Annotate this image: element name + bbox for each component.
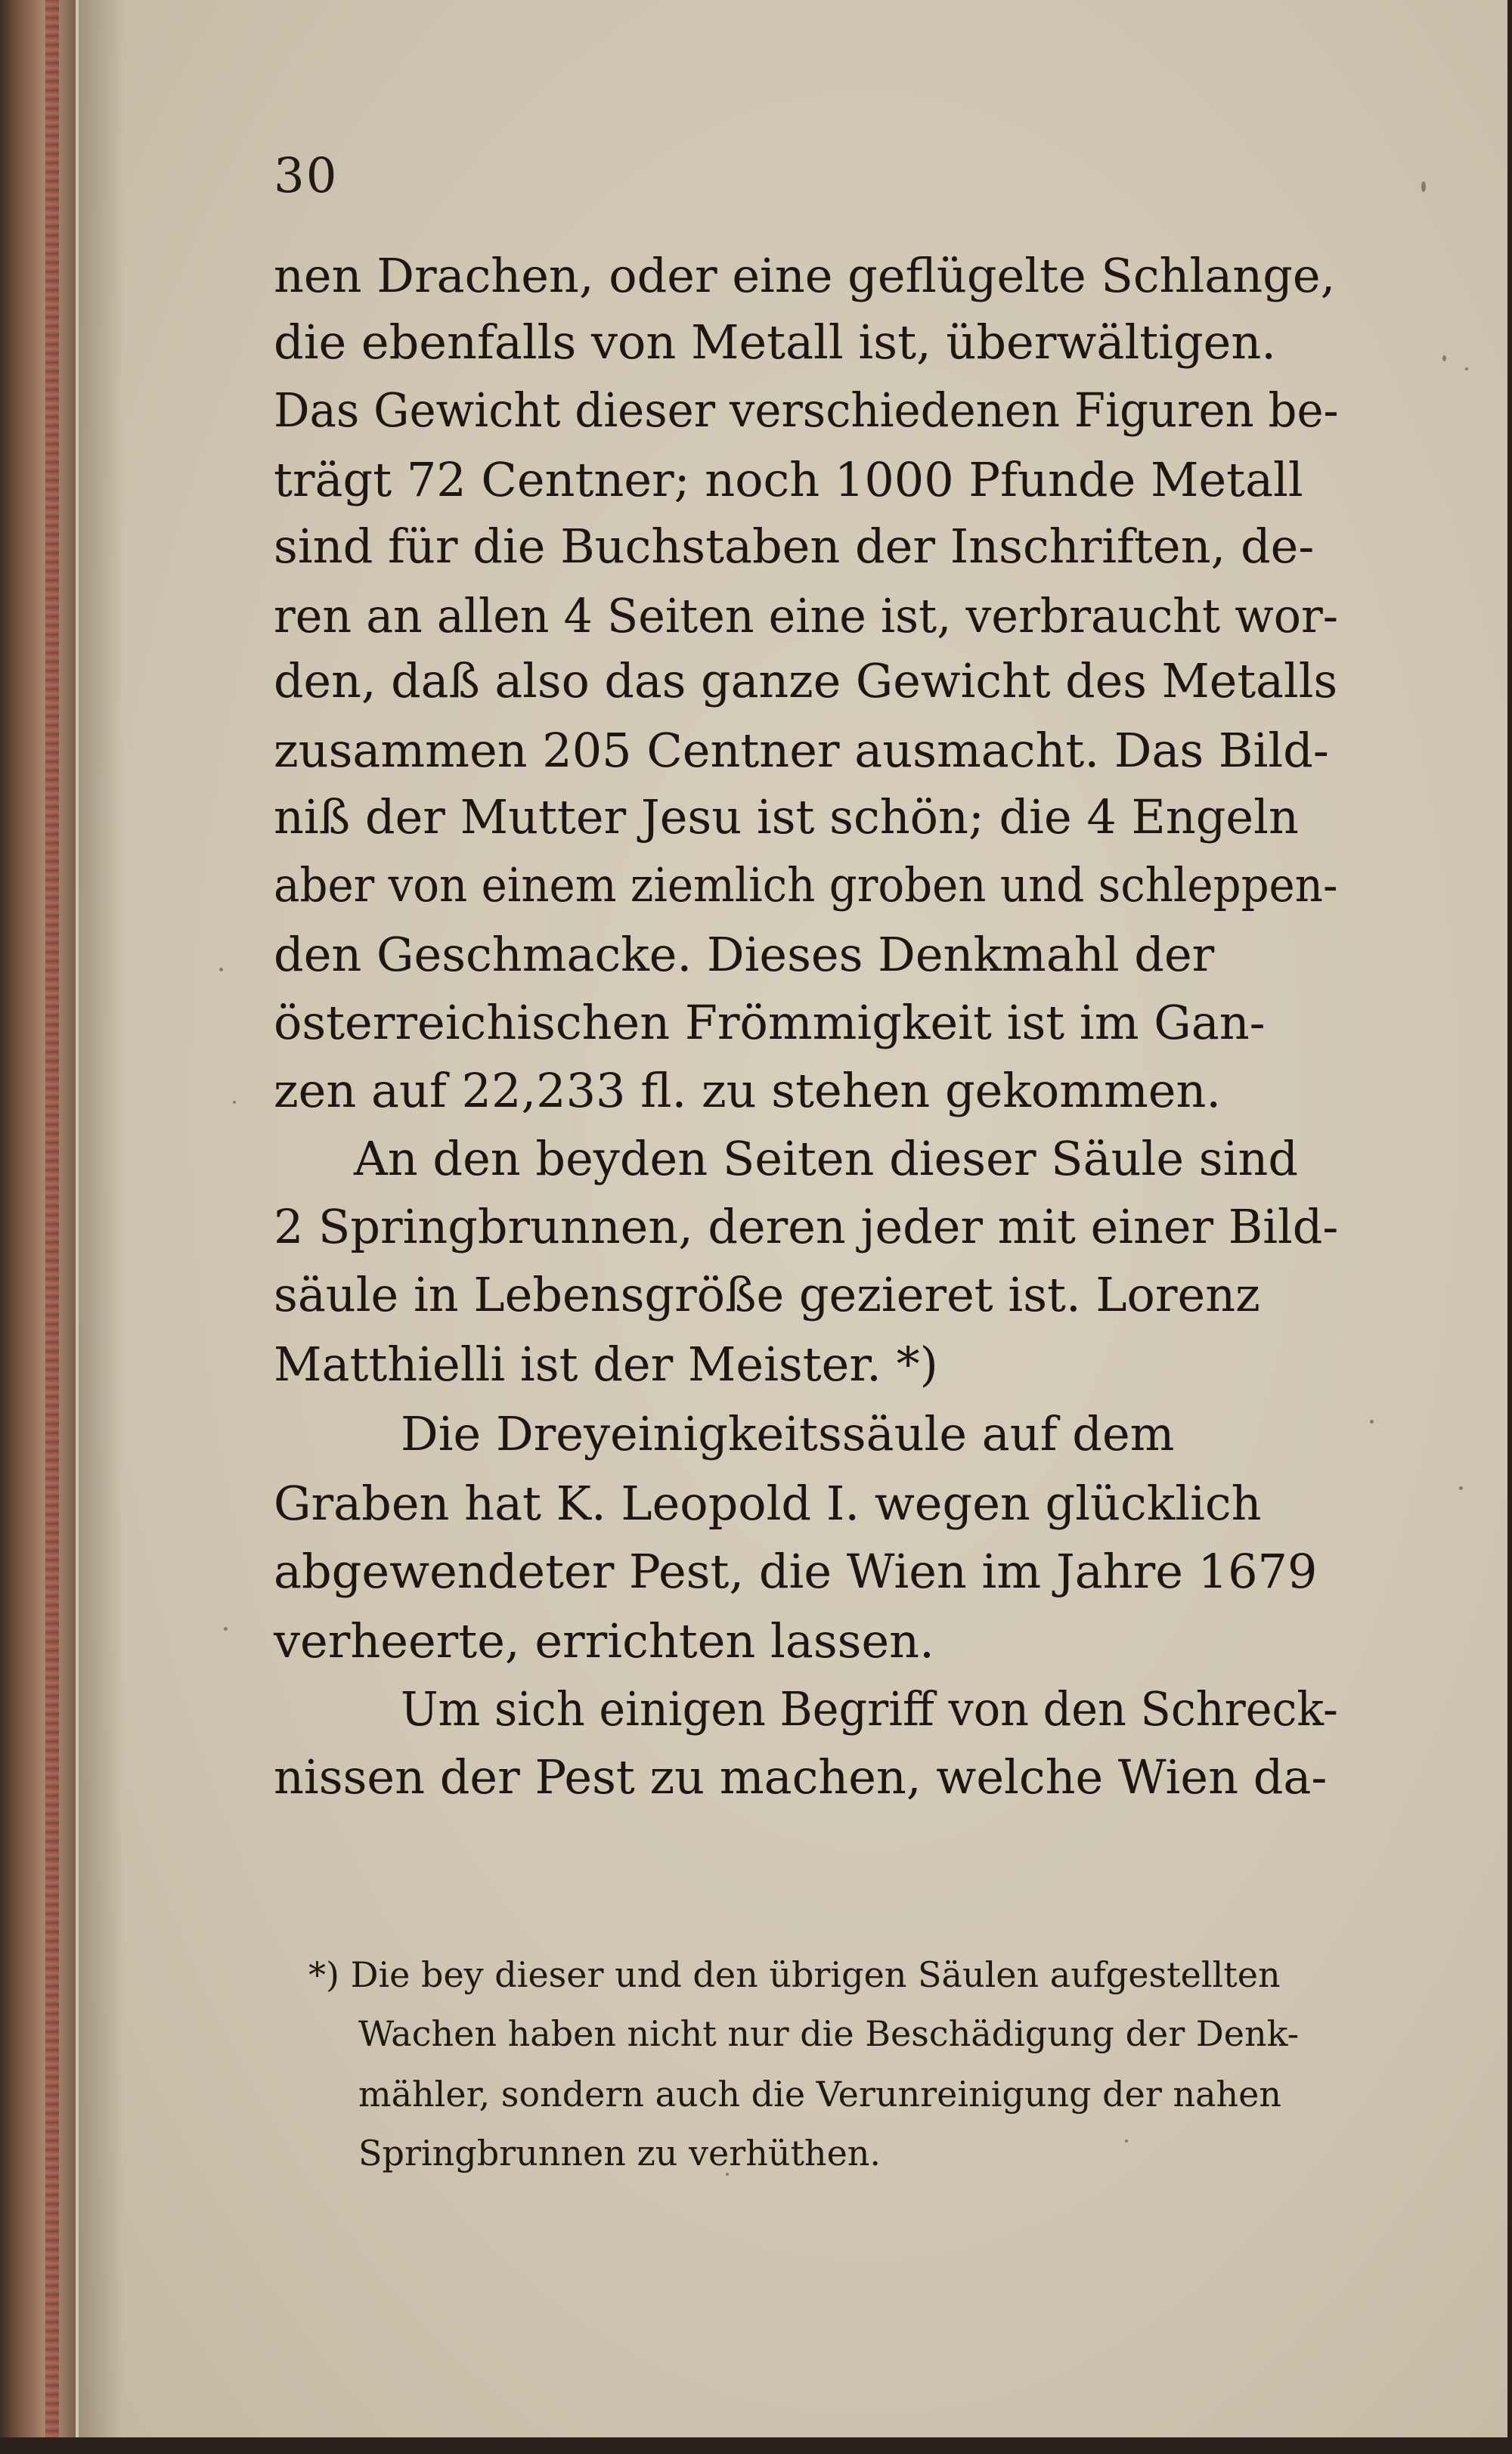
body-line: 2 Springbrunnen, deren jeder mit einer Bild- xyxy=(274,1199,1339,1254)
body-line: abgewendeter Pest, die Wien im Jahre 1679 xyxy=(274,1544,1318,1599)
body-line: österreichischen Frömmigkeit ist im Gan- xyxy=(274,995,1266,1050)
body-line: sind für die Buchstaben der Inschriften, de- xyxy=(274,519,1315,574)
body-line: nissen der Pest zu machen, welche Wien da- xyxy=(274,1749,1328,1805)
body-line: ren an allen 4 Seiten eine ist, verbraucht wor- xyxy=(274,588,1339,643)
body-line: aber von einem ziemlich groben und schleppen- xyxy=(274,857,1338,913)
body-line: Um sich einigen Begriff von den Schreck- xyxy=(401,1681,1338,1737)
body-line: An den beyden Seiten dieser Säule sind xyxy=(354,1131,1299,1186)
body-line: Das Gewicht dieser verschiedenen Figuren be- xyxy=(274,383,1339,438)
footnote-line: mähler, sondern auch die Verunreinigung der nahen xyxy=(358,2074,1281,2115)
body-line: Die Dreyeinigkeitssäule auf dem xyxy=(401,1406,1175,1461)
body-line: den Geschmacke. Dieses Denkmahl der xyxy=(274,927,1215,982)
body-line: trägt 72 Centner; noch 1000 Pfunde Metall xyxy=(274,452,1303,507)
body-line: Graben hat K. Leopold I. wegen glücklich xyxy=(274,1476,1262,1531)
footnote-line: Springbrunnen zu verhüthen. xyxy=(358,2133,881,2174)
body-line: Matthielli ist der Meister. *) xyxy=(274,1337,938,1392)
body-line: zusammen 205 Centner ausmacht. Das Bild- xyxy=(274,723,1329,778)
body-line: nen Drachen, oder eine geflügelte Schlange, xyxy=(274,248,1336,303)
body-line: niß der Mutter Jesu ist schön; die 4 Engeln xyxy=(274,789,1299,844)
footnote-line: Wachen haben nicht nur die Beschädigung der Denk- xyxy=(358,2013,1300,2054)
body-line: die ebenfalls von Metall ist, überwältigen. xyxy=(274,314,1276,370)
footnote-line: *) Die bey dieser und den übrigen Säulen aufgestellten xyxy=(308,1954,1281,1995)
page-number: 30 xyxy=(274,148,339,204)
body-line: den, daß also das ganze Gewicht des Metalls xyxy=(274,653,1338,708)
scan-right-edge xyxy=(1507,0,1512,2454)
body-line: säule in Lebensgröße gezieret ist. Lorenz xyxy=(274,1267,1260,1322)
scan-bottom-edge xyxy=(0,2437,1512,2454)
body-line: zen auf 22,233 fl. zu stehen gekommen. xyxy=(274,1063,1222,1118)
body-line: verheerte, errichten lassen. xyxy=(274,1613,934,1669)
